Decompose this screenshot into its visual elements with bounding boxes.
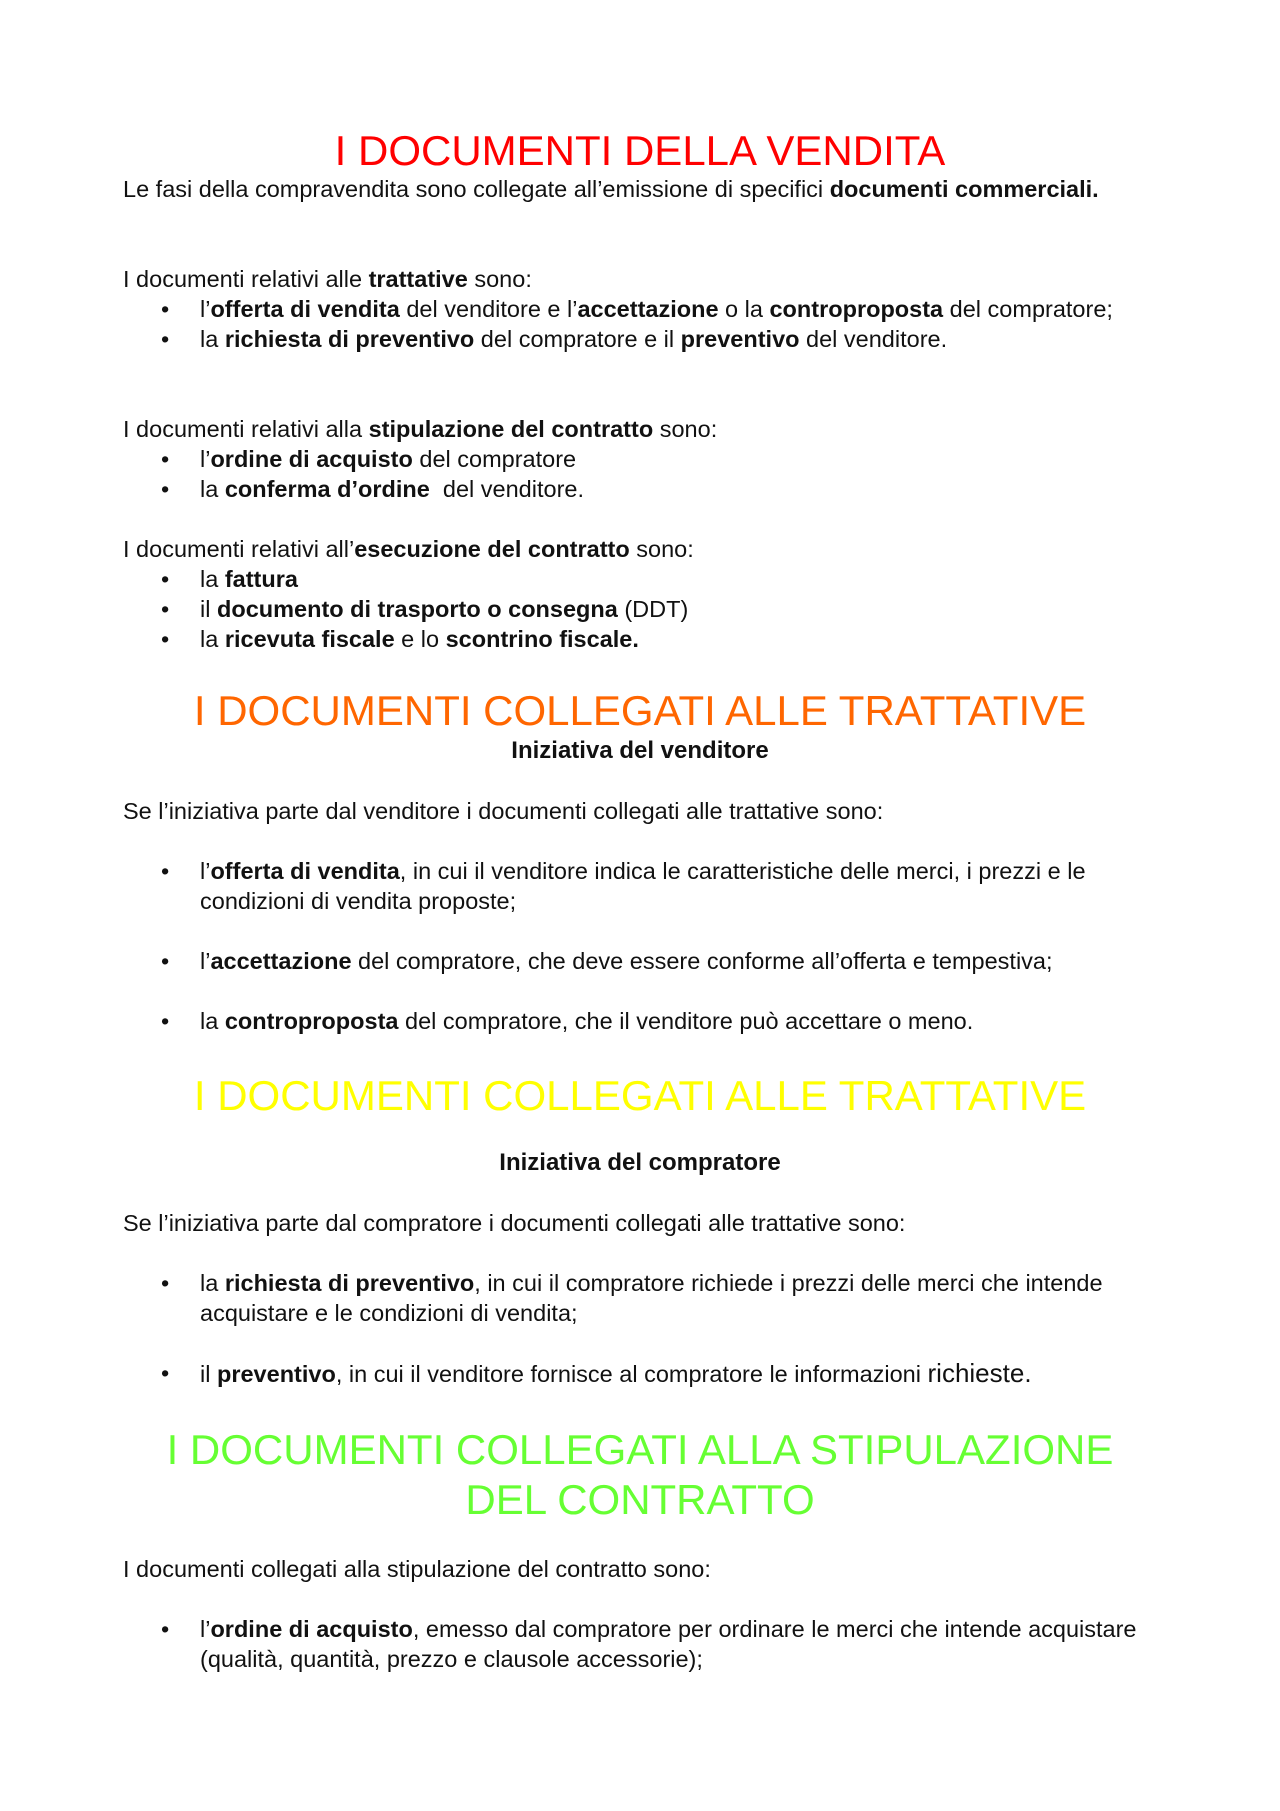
venditore-list: [123, 856, 1163, 1066]
section-stipulazione: [0, 1425, 1280, 1525]
trattative-lead: I documenti relativi alle trattative sono:: [123, 266, 532, 292]
list-item: • l’ordine di acquisto, emesso dal compratore per ordinare le merci che intende acquistare (qualità, quantità, prezzo e clausole accessorie);: [123, 1614, 1163, 1674]
venditore-intro: Se l’iniziativa parte dal venditore i documenti collegati alle trattative sono:: [123, 798, 884, 824]
list-item: • la conferma d’ordine del venditore.: [123, 474, 1163, 504]
list-item: • l’accettazione del compratore, che deve essere conforme all’offerta e tempestiva;: [123, 946, 1163, 976]
subtitle-iniziativa-venditore: Iniziativa del venditore: [511, 737, 769, 764]
list-item: • il preventivo, in cui il venditore fornisce al compratore le informazioni richieste.: [123, 1358, 1163, 1389]
list-item: • la richiesta di preventivo, in cui il compratore richiede i prezzi delle merci che intende acquistare e le condizioni di vendita;: [123, 1268, 1163, 1328]
stipulazione-intro: I documenti collegati alla stipulazione del contratto sono:: [123, 1556, 711, 1582]
esecuzione-lead: I documenti relativi all’esecuzione del contratto sono:: [123, 536, 694, 562]
section-title-vendita: [0, 126, 1280, 176]
section-trattative-compratore: [0, 1071, 1280, 1121]
stipulazione-detail-list: [123, 1614, 1163, 1674]
subtitle-wrap: [0, 1148, 1280, 1178]
trattative-list: [123, 294, 1163, 354]
subtitle-iniziativa-compratore: Iniziativa del compratore: [499, 1149, 781, 1176]
compratore-list: [123, 1268, 1163, 1419]
stipulazione-list: [123, 444, 1163, 504]
heading-documenti-vendita: I DOCUMENTI DELLA VENDITA: [334, 127, 946, 174]
list-item: • la controproposta del compratore, che il venditore può accettare o meno.: [123, 1006, 1163, 1036]
stipulazione-lead: I documenti relativi alla stipulazione del contratto sono:: [123, 416, 718, 442]
heading-trattative-compratore: I DOCUMENTI COLLEGATI ALLE TRATTATIVE: [193, 1072, 1087, 1119]
intro-paragraph: Le fasi della compravendita sono collegate all’emissione di specifici documenti commerciali.: [123, 176, 1099, 202]
esecuzione-list: [123, 564, 1163, 654]
list-item: • l’ordine di acquisto del compratore: [123, 444, 1163, 474]
heading-stipulazione: I DOCUMENTI COLLEGATI ALLA STIPULAZIONE DEL CONTRATTO: [166, 1426, 1114, 1523]
heading-trattative-venditore: I DOCUMENTI COLLEGATI ALLE TRATTATIVE: [193, 687, 1087, 734]
list-item: • l’offerta di vendita del venditore e l’accettazione o la controproposta del compratore;: [123, 294, 1163, 324]
compratore-intro: Se l’iniziativa parte dal compratore i documenti collegati alle trattative sono:: [123, 1210, 906, 1236]
list-item: • la richiesta di preventivo del compratore e il preventivo del venditore.: [123, 324, 1163, 354]
list-item: • la ricevuta fiscale e lo scontrino fiscale.: [123, 624, 1163, 654]
list-item: • l’offerta di vendita, in cui il venditore indica le caratteristiche delle merci, i prezzi e le condizioni di vendita proposte;: [123, 856, 1163, 916]
list-item: • la fattura: [123, 564, 1163, 594]
section-trattative-venditore: [0, 686, 1280, 766]
list-item: • il documento di trasporto o consegna (DDT): [123, 594, 1163, 624]
